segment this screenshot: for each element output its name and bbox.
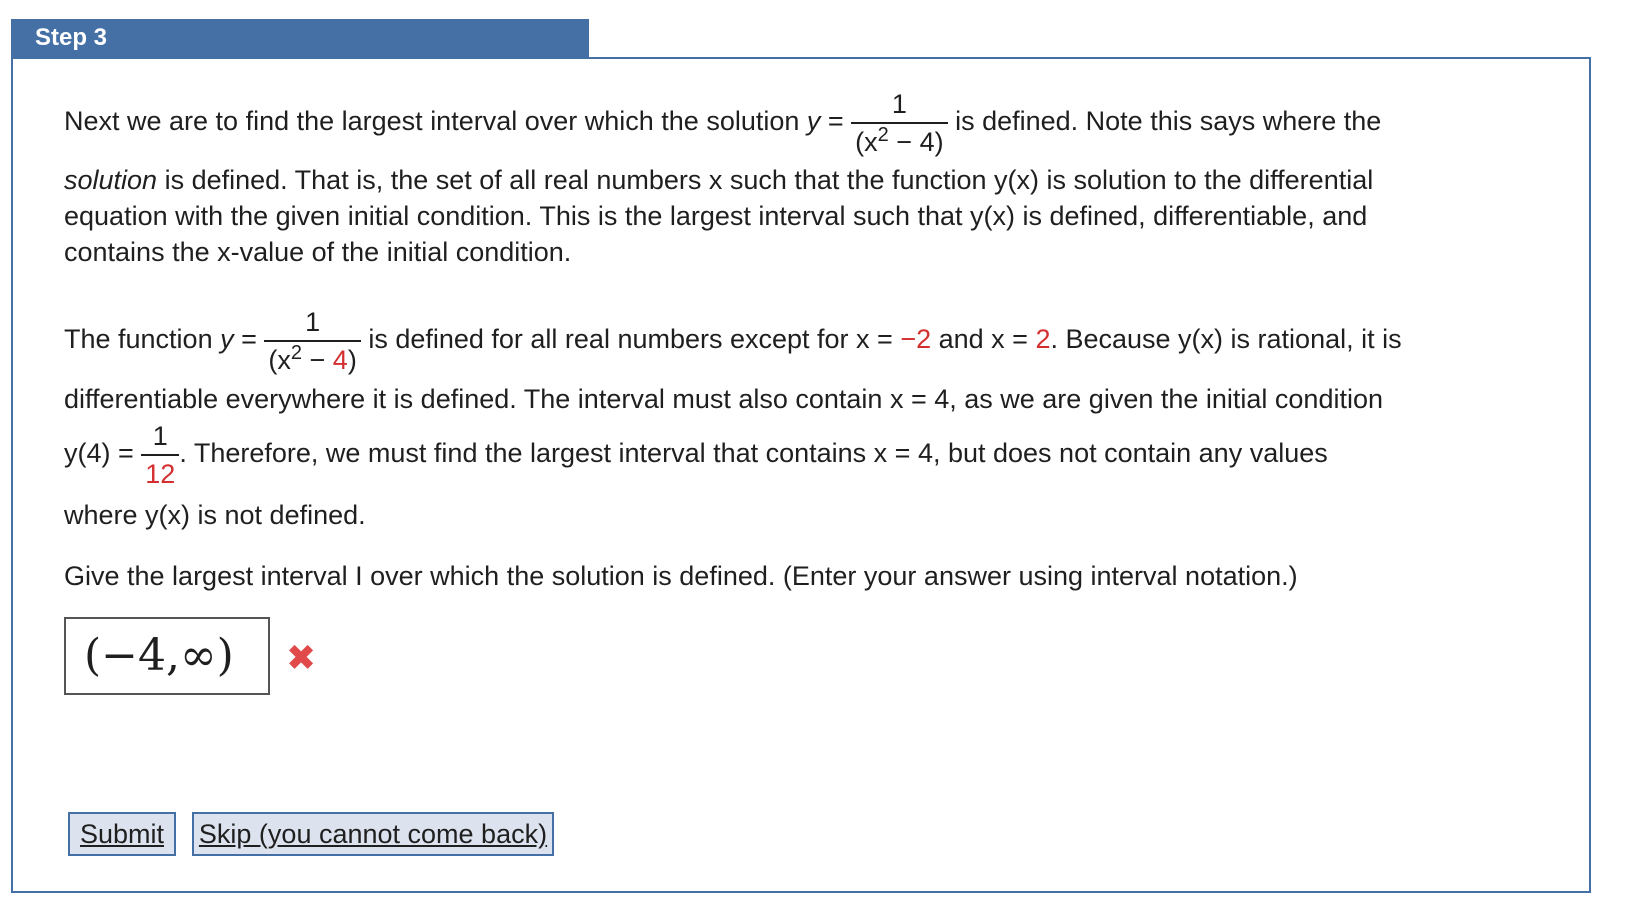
value-pos2: 2 — [1035, 324, 1051, 355]
skip-button[interactable]: Skip (you cannot come back) — [192, 812, 554, 856]
para1-line2: solution is defined. That is, the set of all real numbers x such that the function y(x) is solution to the differential — [64, 165, 1374, 195]
para2-line2: differentiable everywhere it is defined. The interval must also contain x = 4, as we are given the initial condition — [64, 384, 1383, 414]
para1-line3: equation with the given initial condition. This is the largest interval such that y(x) is defined, differentiable, and — [64, 201, 1368, 231]
step-title: Step 3 — [35, 24, 108, 51]
fraction-1-over-x2-minus-4: $\frac{1}{(x^2 - 4)}$ — [851, 90, 947, 156]
question-prompt: Give the largest interval I over which the solution is defined. (Enter your answer using interval notation.) — [64, 561, 1298, 591]
para1-line4: contains the x-value of the initial condition. — [64, 237, 572, 267]
para1-line1: Next we are to find the largest interval over which the solution y = $\frac{1}{(x^2 - 4)}$ is defined. Note this says where the — [64, 89, 1382, 157]
value-neg2: −2 — [900, 324, 932, 355]
para2-line4: where y(x) is not defined. — [64, 500, 366, 530]
answer-field[interactable]: (−4,∞) — [64, 617, 270, 695]
para2-line3: y(4) = $\frac{1}{12}$ . Therefore, we must find the largest interval that contains x = 4, but does not contain any values — [64, 421, 1328, 489]
fraction-1-over-x2-minus-4: $\frac{1}{(x^2 - 4)}$ — [264, 308, 360, 374]
para2-line1: The function y = $\frac{1}{(x^2 - 4)}$ is defined for all real numbers except for x = −2 and x = 2. Because y(x) is rational, it is — [64, 307, 1402, 375]
fraction-1-over-12: $\frac{1}{12}$ — [141, 422, 179, 488]
x-mark-icon: ✖ — [286, 637, 317, 678]
submit-button[interactable]: Submit — [68, 812, 176, 856]
step-header — [11, 19, 589, 57]
